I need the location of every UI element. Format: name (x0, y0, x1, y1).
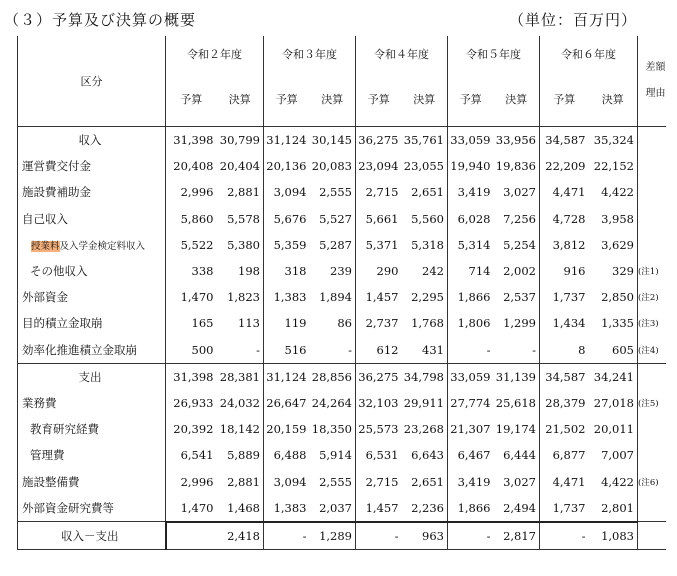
table-row (18, 363, 666, 390)
budget-cell: 31,124 (266, 133, 307, 148)
actual-cell: 239 (310, 258, 356, 284)
actual-cell: 3,027 (494, 179, 540, 205)
budget-cell: 27,774 (450, 395, 491, 410)
budget-cell: 34,587 (540, 363, 589, 390)
budget-cell: 1,470 (180, 290, 214, 305)
budget-cell: 3,094 (273, 474, 307, 489)
actual-cell: 24,032 (217, 390, 264, 416)
actual-cell: 963 (402, 522, 448, 550)
budget-cell: 32,103 (358, 395, 399, 410)
actual-cell: 27,018 (593, 395, 634, 410)
diff-reason-line2: 理由 (645, 88, 666, 99)
budget-cell: 6,877 (552, 448, 586, 463)
actual-cell: 2,651 (402, 468, 448, 494)
note-cell: (注1) (638, 258, 666, 284)
budget-cell: - (448, 522, 494, 550)
budget-cell: 36,275 (358, 133, 399, 148)
actual-cell: 6,643 (402, 442, 448, 468)
actual-cell: 2,494 (494, 495, 540, 522)
budget-cell: 1,383 (273, 500, 307, 515)
budget-cell: 8 (578, 342, 586, 357)
year-header-row (18, 36, 666, 72)
note-cell (638, 127, 666, 154)
note-cell: (注4) (638, 337, 666, 364)
actual-cell: 113 (217, 310, 264, 336)
actual-cell: 35,761 (402, 127, 448, 154)
budget-cell: 3,419 (457, 185, 491, 200)
actual-cell: - (217, 337, 264, 364)
actual-cell: 35,324 (593, 133, 634, 148)
budget-cell: 6,531 (365, 448, 399, 463)
budget-cell: 33,059 (450, 133, 491, 148)
actual-cell: 5,287 (310, 232, 356, 258)
row-label: 支出 (18, 363, 166, 390)
actual-cell: 23,268 (402, 416, 448, 442)
budget-cell: 1,434 (552, 316, 586, 331)
budget-header: 予算 (540, 72, 589, 127)
actual-cell: 431 (402, 337, 448, 364)
actual-cell: 4,422 (601, 185, 634, 200)
note-cell: (注3) (638, 310, 666, 336)
actual-cell: 31,139 (494, 363, 540, 390)
actual-cell: 2,418 (217, 522, 264, 550)
budget-cell: 2,715 (365, 474, 399, 489)
actual-cell: 2,850 (601, 290, 634, 305)
budget-cell: 165 (191, 316, 214, 331)
budget-cell: 4,471 (552, 185, 586, 200)
budget-cell: 6,488 (273, 448, 307, 463)
budget-cell: - (486, 342, 491, 357)
note-cell (638, 522, 666, 550)
budget-cell: 20,159 (266, 422, 307, 437)
budget-cell: 2,737 (365, 316, 399, 331)
budget-cell: 20,408 (173, 159, 214, 174)
year-header: 令和２年度 (166, 36, 264, 72)
budget-header: 予算 (264, 72, 310, 127)
budget-cell: 2,996 (180, 474, 214, 489)
actual-cell: 2,817 (494, 522, 540, 550)
budget-cell: 1,737 (552, 290, 586, 305)
actual-cell: - (310, 337, 356, 364)
row-label: 管理費 (18, 442, 166, 468)
actual-cell: 3,958 (601, 211, 634, 226)
actual-cell: 6,444 (494, 442, 540, 468)
table-row (18, 179, 666, 205)
budget-cell: 5,676 (273, 211, 307, 226)
table-row (18, 468, 666, 494)
table-row (18, 284, 666, 310)
table-row (18, 310, 666, 336)
budget-cell: 714 (468, 264, 491, 279)
row-label: 目的積立金取崩 (18, 310, 166, 336)
budget-cell: 28,379 (545, 395, 586, 410)
budget-cell: 612 (376, 342, 399, 357)
actual-header: 決算 (589, 72, 638, 127)
budget-cell: 21,307 (450, 422, 491, 437)
note-cell: (注6) (638, 468, 666, 494)
row-label: 外部資金研究費等 (18, 495, 166, 522)
actual-header: 決算 (402, 72, 448, 127)
actual-header: 決算 (310, 72, 356, 127)
budget-cell: 1,383 (273, 290, 307, 305)
actual-cell: 242 (402, 258, 448, 284)
actual-cell: 1,299 (494, 310, 540, 336)
actual-cell: 329 (612, 264, 634, 279)
row-label: 収入－支出 (18, 522, 166, 550)
budget-cell: 4,728 (552, 211, 586, 226)
year-header: 令和６年度 (561, 48, 616, 61)
budget-cell: 318 (284, 264, 307, 279)
budget-cell: 1,470 (180, 500, 214, 515)
budget-cell: 516 (284, 342, 307, 357)
table-row (18, 206, 666, 232)
budget-cell: 34,587 (545, 133, 586, 148)
section-title: （３）予算及び決算の概要 (4, 11, 197, 29)
budget-cell: 5,314 (457, 237, 491, 252)
actual-cell: 5,578 (217, 206, 264, 232)
budget-cell: 31,398 (173, 133, 214, 148)
actual-cell: 18,350 (310, 416, 356, 442)
budget-cell: 31,124 (264, 363, 310, 390)
budget-cell: 3,094 (273, 185, 307, 200)
table-row (18, 127, 666, 154)
actual-cell: 1,768 (402, 310, 448, 336)
year-header: 令和４年度 (356, 36, 448, 72)
row-label: 施設整備費 (18, 468, 166, 494)
actual-cell: 20,011 (593, 422, 634, 437)
budget-cell: 1,806 (457, 316, 491, 331)
actual-cell: 3,027 (494, 468, 540, 494)
note-cell (638, 232, 666, 258)
table-row (18, 442, 666, 468)
budget-header: 予算 (356, 72, 402, 127)
budget-cell: 5,371 (365, 237, 399, 252)
budget-cell: 1,866 (457, 290, 491, 305)
actual-cell: 605 (612, 342, 634, 357)
actual-header: 決算 (494, 72, 540, 127)
row-label: 業務費 (18, 390, 166, 416)
actual-cell: 30,145 (310, 127, 356, 154)
note-cell: (注5) (638, 390, 666, 416)
actual-cell: 86 (310, 310, 356, 336)
budget-cell: 1,737 (552, 500, 586, 515)
actual-cell: 25,618 (494, 390, 540, 416)
budget-cell: 6,541 (180, 448, 214, 463)
budget-header: 予算 (448, 72, 494, 127)
actual-cell: 20,404 (217, 153, 264, 179)
actual-cell: 1,468 (217, 495, 264, 522)
actual-cell: 2,537 (494, 284, 540, 310)
actual-cell: 19,174 (494, 416, 540, 442)
table-row (18, 522, 666, 550)
actual-cell: 198 (217, 258, 264, 284)
row-label: 効率化推進積立金取崩 (18, 337, 166, 364)
actual-cell: 5,254 (494, 232, 540, 258)
actual-cell: 19,836 (494, 153, 540, 179)
budget-cell: 119 (284, 316, 307, 331)
actual-cell: 28,381 (217, 363, 264, 390)
budget-cell: 4,471 (552, 474, 586, 489)
budget-cell: 916 (563, 264, 586, 279)
table-body (18, 127, 666, 550)
budget-cell: 26,647 (266, 395, 307, 410)
note-cell (638, 442, 666, 468)
year-header: 令和３年度 (264, 36, 356, 72)
actual-cell: 1,335 (601, 316, 634, 331)
budget-cell: 21,502 (545, 422, 586, 437)
row-label: 自己収入 (18, 206, 166, 232)
budget-cell: 2,715 (365, 185, 399, 200)
budget-cell: 5,860 (180, 211, 214, 226)
note-cell (638, 363, 666, 390)
note-cell (638, 206, 666, 232)
actual-cell: 7,256 (494, 206, 540, 232)
table-row (18, 416, 666, 442)
actual-cell: 2,651 (402, 179, 448, 205)
actual-cell: 28,856 (310, 363, 356, 390)
row-label: 外部資金 (18, 284, 166, 310)
budget-cell: 1,457 (365, 290, 399, 305)
actual-cell: 24,264 (310, 390, 356, 416)
actual-cell: 22,152 (593, 159, 634, 174)
row-label: 教育研究経費 (18, 416, 166, 442)
actual-cell: 7,007 (601, 448, 634, 463)
actual-cell: 1,894 (310, 284, 356, 310)
table-row (18, 495, 666, 522)
row-label (18, 232, 166, 258)
note-cell (638, 179, 666, 205)
actual-cell: 30,799 (217, 127, 264, 154)
actual-cell: 34,798 (402, 363, 448, 390)
budget-cell: 500 (191, 342, 214, 357)
actual-cell: 2,555 (310, 179, 356, 205)
budget-cell: - (540, 522, 589, 550)
unit-label: （単位：百万円） (508, 11, 637, 29)
budget-cell: 1,457 (365, 500, 399, 515)
note-cell: (注2) (638, 284, 666, 310)
budget-cell: 5,359 (273, 237, 307, 252)
actual-cell: 1,083 (589, 522, 638, 550)
row-label: 施設費補助金 (18, 179, 166, 205)
actual-cell: 5,318 (402, 232, 448, 258)
budget-cell: 3,812 (552, 237, 586, 252)
actual-cell: 5,560 (402, 206, 448, 232)
table-row (18, 153, 666, 179)
diff-reason-line1: 差額 (645, 62, 666, 73)
note-cell (638, 416, 666, 442)
budget-cell: 33,059 (448, 363, 494, 390)
budget-cell: 2,996 (180, 185, 214, 200)
actual-header: 決算 (217, 72, 264, 127)
row-label-highlight: 授業料 (31, 240, 60, 252)
budget-cell: - (264, 522, 310, 550)
table-row (18, 337, 666, 364)
year-header: 令和５年度 (448, 36, 540, 72)
actual-cell: 5,914 (310, 442, 356, 468)
budget-cell: 5,661 (365, 211, 399, 226)
actual-cell: 2,801 (601, 500, 634, 515)
actual-cell: 2,037 (310, 495, 356, 522)
budget-cell: 26,933 (173, 395, 214, 410)
row-label: 収入 (18, 127, 166, 154)
actual-cell: 5,380 (217, 232, 264, 258)
budget-cell: 338 (191, 264, 214, 279)
actual-cell: 2,881 (217, 179, 264, 205)
table-row (18, 258, 666, 284)
budget-settlement-table (17, 36, 666, 550)
budget-cell: 6,028 (457, 211, 491, 226)
table-row (18, 232, 666, 258)
actual-cell: - (494, 337, 540, 364)
budget-cell: 23,094 (358, 159, 399, 174)
actual-cell: 3,629 (601, 237, 634, 252)
actual-cell: 5,889 (217, 442, 264, 468)
budget-cell: 19,940 (450, 159, 491, 174)
budget-cell: 31,398 (166, 363, 217, 390)
note-cell (638, 495, 666, 522)
budget-cell: 5,522 (180, 237, 214, 252)
budget-cell (166, 522, 217, 550)
row-label: その他収入 (18, 258, 166, 284)
actual-cell: 1,289 (310, 522, 356, 550)
actual-cell: 1,823 (217, 284, 264, 310)
actual-cell: 18,142 (217, 416, 264, 442)
actual-cell: 33,956 (494, 127, 540, 154)
kubun-header: 区分 (18, 36, 166, 127)
actual-cell: 2,002 (494, 258, 540, 284)
budget-cell: 25,573 (358, 422, 399, 437)
actual-cell: 2,236 (402, 495, 448, 522)
row-label-rest: 及入学金検定料収入 (59, 240, 146, 252)
budget-header: 予算 (166, 72, 217, 127)
actual-cell: 23,055 (402, 153, 448, 179)
budget-cell: 22,209 (545, 159, 586, 174)
budget-cell: 1,866 (457, 500, 491, 515)
budget-cell: 6,467 (457, 448, 491, 463)
actual-cell: 29,911 (402, 390, 448, 416)
diff-reason-header (638, 36, 666, 127)
actual-cell: 2,881 (217, 468, 264, 494)
actual-cell: 4,422 (601, 474, 634, 489)
table-row (18, 390, 666, 416)
row-label: 運営費交付金 (18, 153, 166, 179)
budget-cell: 290 (376, 264, 399, 279)
budget-cell: 36,275 (356, 363, 402, 390)
budget-cell: 20,136 (266, 159, 307, 174)
actual-cell: 34,241 (589, 363, 638, 390)
note-cell (638, 153, 666, 179)
budget-cell: 3,419 (457, 474, 491, 489)
actual-cell: 2,555 (310, 468, 356, 494)
actual-cell: 20,083 (310, 153, 356, 179)
actual-cell: 2,295 (402, 284, 448, 310)
budget-cell: - (356, 522, 402, 550)
actual-cell: 5,527 (310, 206, 356, 232)
budget-cell: 20,392 (173, 422, 214, 437)
